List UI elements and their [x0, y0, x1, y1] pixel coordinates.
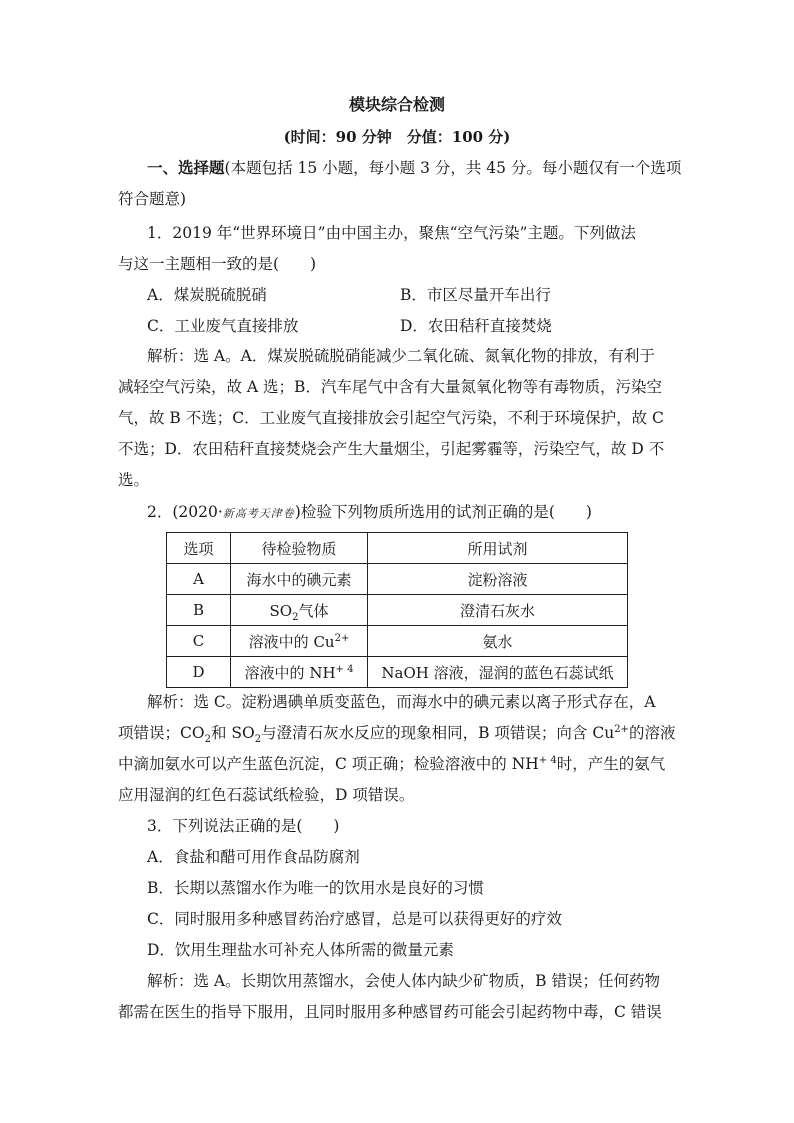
q1-stem: 1．2019 年“世界环境日”由中国主办，聚焦“空气污染”主题。下列做法 — [147, 224, 636, 242]
table-header: 所用试剂 — [368, 533, 628, 564]
q1-answer-line: 不选；D．农田秸秆直接焚烧会产生大量烟尘，引起雾霾等，污染空气，故 D 不 — [118, 440, 665, 458]
answer-text: 与澄清石灰水反应的现象相同，B 项错误；向含 Cu — [261, 724, 615, 742]
q2-answer-line — [118, 722, 675, 744]
table-cell-substance — [231, 595, 368, 626]
q1-option-c: C．工业废气直接排放 — [147, 317, 299, 335]
q3-option-b: B．长期以蒸馏水作为唯一的饮用水是良好的习惯 — [147, 879, 484, 897]
table-cell-reagent: 澄清石灰水 — [368, 595, 628, 626]
formula-text: 溶液中的 NH — [244, 663, 336, 682]
table-cell-substance — [231, 657, 368, 688]
q1-answer-line: 气，故 B 不选；C．工业废气直接排放会引起空气污染，不利于环境保护，故 C — [118, 409, 664, 427]
table-cell-reagent: 淀粉溶液 — [368, 564, 628, 595]
formula-text: 气体 — [298, 601, 329, 620]
table-cell-substance: 海水中的碘元素 — [231, 564, 368, 595]
q1-answer-line: 减轻空气污染，故 A 选；B．汽车尾气中含有大量氮氧化物等有毒物质，污染空 — [118, 378, 662, 396]
table-cell-reagent: 氨水 — [368, 626, 628, 657]
exam-meta: (时间：90 分钟 分值：100 分) — [283, 128, 511, 146]
reagent-table — [166, 532, 628, 688]
table-header: 选项 — [167, 533, 231, 564]
q3-answer-line: 解析：选 A。长期饮用蒸馏水，会使人体内缺少矿物质，B 错误；任何药物 — [147, 972, 660, 990]
q2-answer-line: 解析：选 C。淀粉遇碘单质变蓝色，而海水中的碘元素以离子形式存在，A — [147, 693, 656, 711]
table-cell-reagent: NaOH 溶液，湿润的蓝色石蕊试纸 — [368, 657, 628, 688]
q2-source: 新高考天津卷 — [222, 507, 295, 520]
q1-answer-line: 选。 — [118, 471, 150, 489]
answer-text: 项错误；CO — [118, 724, 205, 742]
q1-option-a: A．煤炭脱硫脱硝 — [147, 286, 267, 304]
q1-option-d: D．农田秸秆直接焚烧 — [400, 317, 552, 335]
table-row — [167, 595, 628, 626]
formula-superscript: 2+ — [334, 632, 350, 644]
formula-superscript: + 4 — [335, 663, 354, 675]
table-row — [167, 657, 628, 688]
q3-answer-line: 都需在医生的指导下服用，且同时服用多种感冒药可能会引起药物中毒，C 错误 — [118, 1003, 662, 1021]
table-row — [167, 626, 628, 657]
table-cell-option: C — [167, 626, 231, 657]
q2-suffix: )检验下列物质所选用的试剂正确的是( ) — [294, 503, 592, 521]
formula-superscript: + 4 — [538, 754, 557, 766]
q3-option-a: A．食盐和醋可用作食品防腐剂 — [147, 848, 360, 866]
q3-option-d: D．饮用生理盐水可补充人体所需的微量元素 — [147, 941, 454, 959]
section-instructions-cont: 符合题意) — [118, 190, 187, 208]
formula-text: 溶液中的 Cu — [248, 632, 335, 651]
q2-stem — [147, 501, 592, 525]
table-header: 待检验物质 — [231, 533, 368, 564]
section-instructions: (本题包括 15 小题，每小题 3 分，共 45 分。每小题仅有一个选项 — [224, 159, 682, 177]
q3-option-c: C．同时服用多种感冒药治疗感冒，总是可以获得更好的疗效 — [147, 910, 562, 928]
answer-text: 的溶液 — [628, 724, 676, 742]
formula-superscript: 2+ — [614, 723, 629, 735]
q1-stem-cont: 与这一主题相一致的是( ) — [118, 255, 317, 273]
section-label: 一、选择题 — [147, 158, 225, 177]
formula-text: SO — [269, 601, 293, 620]
answer-text: 和 SO — [210, 724, 255, 742]
answer-text: 时，产生的氨气 — [556, 755, 666, 773]
q1-answer-line: 解析：选 A。A．煤炭脱硫脱硝能减少二氧化硫、氮氧化物的排放，有利于 — [147, 347, 655, 365]
table-header-row — [167, 533, 628, 564]
q2-answer-line: 应用湿润的红色石蕊试纸检验，D 项错误。 — [118, 786, 415, 804]
table-cell-option: A — [167, 564, 231, 595]
table-cell-option: B — [167, 595, 231, 626]
q2-prefix: 2．(2020· — [147, 503, 223, 521]
table-cell-option: D — [167, 657, 231, 688]
formula-subscript: 2 — [292, 611, 299, 623]
answer-text: 中滴加氨水可以产生蓝色沉淀，C 项正确；检验溶液中的 NH — [118, 755, 539, 773]
section-heading — [147, 157, 681, 179]
page-title: 模块综合检测 — [348, 95, 445, 114]
table-row — [167, 564, 628, 595]
formula-subscript: 2 — [254, 734, 262, 746]
formula-subscript: 2 — [204, 734, 211, 746]
q3-stem: 3．下列说法正确的是( ) — [147, 817, 340, 835]
table-cell-substance — [231, 626, 368, 657]
q1-option-b: B．市区尽量开车出行 — [400, 286, 551, 304]
q2-answer-line — [118, 753, 665, 775]
